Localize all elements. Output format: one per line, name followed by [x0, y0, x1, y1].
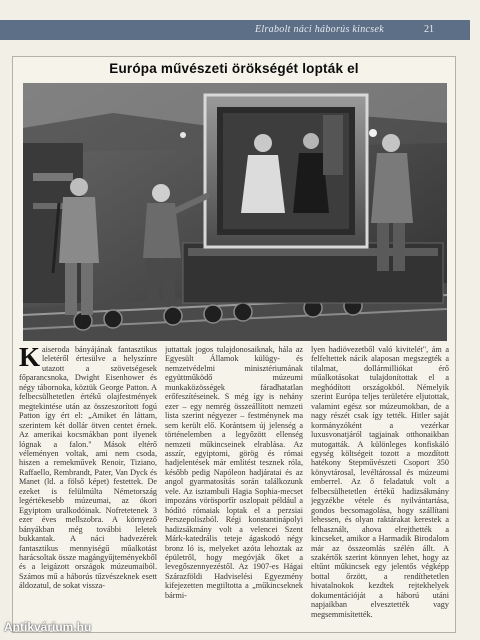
drop-cap: K	[19, 345, 41, 372]
photo-illustration	[23, 83, 447, 341]
article-body	[19, 345, 449, 629]
running-head: Elrabolt náci háborús kincsek	[255, 24, 384, 35]
page-number: 21	[424, 24, 434, 35]
text-column-2	[165, 345, 303, 629]
watermark: Antikvárium.hu	[4, 620, 92, 634]
text-column-3	[311, 345, 449, 629]
article-box	[12, 56, 456, 633]
header-bar	[0, 20, 470, 40]
article-title: Európa művészeti örökségét lopták el	[109, 61, 359, 76]
text-column-1	[19, 345, 157, 629]
column-3-text: lyen hadiövezetből való kivitelét", ám a felfeltettek nácik alaposan megszegték a tilalmat, dollármilliókat érő műalkotásokat tulajdonítottak el a meghódított országokból. Némelyik szerint Európa teljes területére eljutottak, valamint egész sor múzeumokban, de a nagy részét csak így tették. Hitler saját kormányzóként a vezérkar luxusvonatjáról tagjainak otthonaikban mutogatták. A különleges konfiskáló egység költségeit tozott a mozdított hatékony Stepművészeti Csoport 350 könyvtárosal, levéltárossal és múzeumi emberrel. Az ő feladatuk volt a felbecsülhetetlen értékű hadizsákmány jegyzékbe vétele és nyilvántartása, gondos becsomagolása, hogy szállítani lehessen, és olyan raktárakat kerestek a felhasznált, ahova elrejthették a kincseket, amikor a Harmadik Birodalom már az összeomlás szélén állt. A szakértők szerint könnyen lehet, hogy az eltűnt műkincsek egy jelentős végképp bottal őrzött, a rendíthetetlen hivatalnokok kezdtek rejtekhelyek dokumentációját a háború utáni napjaikban elvesztették vagy megsemmisítették.	[311, 345, 449, 619]
column-2-text: juttattak jogos tulajdonosaiknak, hála az Egyesült Államok külügy- és nemzetvédelmi minisztériumának együttműködő múzeumi munkaközösségek fáradhatatlan erőfeszítéseinek. S még így is nehány ezer – egy nemrég összeállított nemzeti lista szerint négyezer – festménynek ma sem került elő. Korántsem új jelenség a történelemben a legyőzött ellenség nemzeti műkincseinek elrablása. Az asszír, egyiptomi, görög és római hadjelentések már említést tesznek róla, később pedig Napóleon hadjáratai és az angol gyarmatosítás során találkozunk vele. Az isztambuli Hagia Sophia-mecset impozáns vörösporfír oszlopait például a hódító rómaiak loptak el a perzsiai Perszepoliszból. Régi konstantinápolyi hadizsákmány volt a velencei Szent Márk-katedrális teteje ágaskodó négy bronz ló is, melyeket azóta lehoztak az épületről, hogy megóvják őket a levegőszennyezéstől. Az 1907-es Hágai Szárazföldi Hadviselési Egyezmény kifejezetten megtiltotta a „műkincseknek bármi-	[165, 345, 303, 600]
column-1-text: aiseroda bányájának fantasztikus leletéről értesülve a helyszínre utazott a szövetségesek főparancsnoka, Dwight Eisenhower és négy tábornoka, köztük George Patton. A felbecsülhetetlen értékű olajfestmények megtekintése után az összeszorított fogú Patton így ért el: „Amiket én láttam, szerintem két dollár ötven centet érnek. Az amerikai kocsmákban pont ilyenek lógnak a falon." Mások eltérő véleményen voltak, ami nem csoda, hiszen a remekművek Renoir, Tiziano, Raffaello, Rembrandt, Pater, Van Dyck és Manet (ld. a fölső képet) festettek. De ezeket is felülmúlta Németország legértékesebb múzeumai, az ókori Egyiptom uralkodóinak. Nofretetenek 3 ezer éves mellszobra. A környező bányákban még további leletek bukkantak. A náci hadvezérek fantasztikus mennyiségű műalkotást harácsoltak össze magángyűjteményekből és a leigázott országok múzeumaiból. Számos mű a háborús tűzvészeknek esett áldozatul, de sokat vissza-	[19, 345, 157, 591]
mine-photograph	[23, 83, 447, 341]
